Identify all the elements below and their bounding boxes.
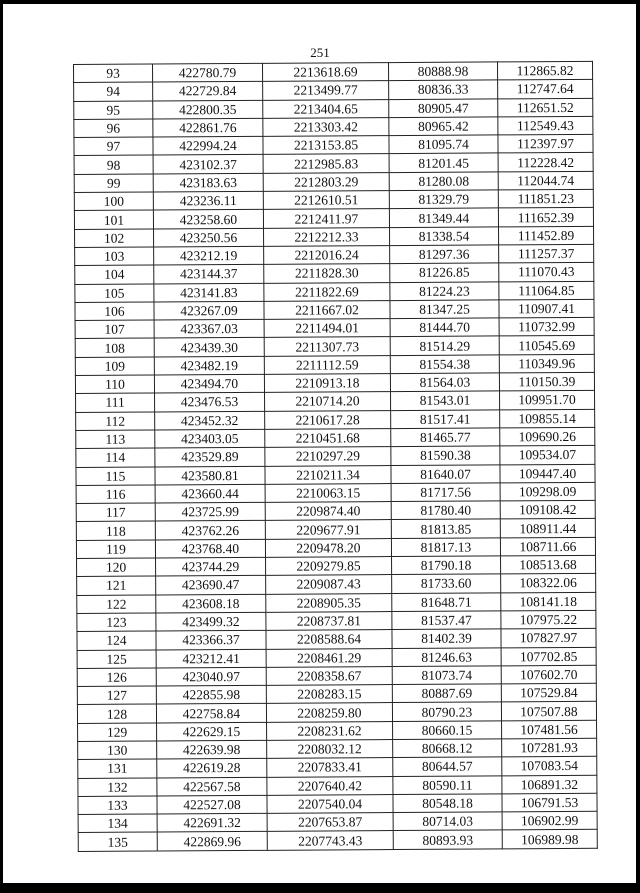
coord-1-cell: 423452.32 [155,411,265,430]
coord-1-cell: 423144.37 [154,265,264,284]
coord-3-cell: 80836.33 [389,80,498,99]
coord-2-cell: 2212985.83 [263,154,389,173]
coord-2-cell: 2210451.68 [265,429,391,448]
coord-1-cell: 423367.03 [154,319,264,338]
coord-3-cell: 81224.23 [390,281,499,300]
coord-3-cell: 81648.71 [392,593,501,612]
point-number-cell: 111 [76,393,155,412]
coord-2-cell: 2210297.29 [265,447,391,466]
coord-1-cell: 422729.84 [153,82,263,101]
coord-3-cell: 80965.42 [389,117,498,136]
coord-3-cell: 81733.60 [392,574,501,593]
coord-1-cell: 423529.89 [155,448,265,467]
coord-1-cell: 423482.19 [154,356,264,375]
coord-4-cell: 107083.54 [502,757,597,776]
coord-4-cell: 112747.64 [498,80,593,99]
point-number-cell: 93 [74,64,153,83]
point-number-cell: 113 [76,430,155,449]
coord-4-cell: 109855.14 [500,409,595,428]
point-number-cell: 96 [74,119,153,138]
coord-1-cell: 423744.29 [156,557,266,576]
coord-1-cell: 422567.58 [157,777,267,796]
coord-2-cell: 2210714.20 [265,392,391,411]
coord-4-cell: 112651.52 [498,98,593,117]
point-number-cell: 102 [75,229,154,248]
coord-1-cell: 423580.81 [155,466,265,485]
coord-4-cell: 107975.22 [501,610,596,629]
coord-3-cell: 81444.70 [390,318,499,337]
point-number-cell: 128 [77,704,156,723]
coordinate-table [73,61,598,852]
coord-4-cell: 107529.84 [501,683,596,702]
coord-4-cell: 107602.70 [501,665,596,684]
coord-3-cell: 81465.77 [391,428,500,447]
coord-3-cell: 81813.85 [391,519,500,538]
point-number-cell: 108 [75,338,154,357]
coord-2-cell: 2211112.59 [264,355,390,374]
coord-3-cell: 80548.18 [393,794,502,813]
coord-2-cell: 2207833.41 [267,758,393,777]
point-number-cell: 129 [78,723,157,742]
coord-3-cell: 81246.63 [392,647,501,666]
coord-4-cell: 110349.96 [499,354,594,373]
coord-2-cell: 2209478.20 [265,538,391,557]
point-number-cell: 105 [75,284,154,303]
coord-2-cell: 2213499.77 [263,81,389,100]
coord-2-cell: 2211822.69 [264,282,390,301]
coord-3-cell: 81517.41 [391,410,500,429]
coord-4-cell: 108322.06 [501,574,596,593]
coord-1-cell: 422619.28 [157,759,267,778]
coord-4-cell: 109298.09 [500,482,595,501]
point-number-cell: 107 [75,320,154,339]
point-number-cell: 114 [76,448,155,467]
coord-4-cell: 112228.42 [498,153,593,172]
point-number-cell: 101 [74,210,153,229]
coord-4-cell: 107281.93 [502,738,597,757]
coord-4-cell: 110907.41 [499,299,594,318]
coord-2-cell: 2210913.18 [264,374,390,393]
point-number-cell: 110 [75,375,154,394]
point-number-cell: 100 [74,192,153,211]
point-number-cell: 94 [74,82,153,101]
coord-2-cell: 2209677.91 [265,520,391,539]
coord-1-cell: 422994.24 [153,137,263,156]
coord-4-cell: 109690.26 [500,427,595,446]
coord-3-cell: 81790.18 [392,556,501,575]
point-number-cell: 123 [77,613,156,632]
coord-2-cell: 2212610.51 [263,191,389,210]
coord-3-cell: 81554.38 [390,355,499,374]
coord-4-cell: 112044.74 [498,171,593,190]
coord-3-cell: 81349.44 [389,208,498,227]
point-number-cell: 119 [76,540,155,559]
coord-1-cell: 422758.84 [156,704,266,723]
coord-2-cell: 2212016.24 [264,246,390,265]
coord-3-cell: 80790.23 [392,702,501,721]
coord-1-cell: 423250.56 [154,228,264,247]
point-number-cell: 130 [78,741,157,760]
coord-2-cell: 2210617.28 [265,410,391,429]
coord-3-cell: 81280.08 [389,172,498,191]
coord-3-cell: 81564.03 [390,373,499,392]
coord-1-cell: 423267.09 [154,301,264,320]
coord-1-cell: 423141.83 [154,283,264,302]
coord-4-cell: 112549.43 [498,116,593,135]
coord-3-cell: 81329.79 [389,190,498,209]
coord-4-cell: 108141.18 [501,592,596,611]
coord-4-cell: 106891.32 [502,775,597,794]
point-number-cell: 135 [78,832,157,851]
point-number-cell: 126 [77,668,156,687]
coord-1-cell: 423183.63 [153,173,263,192]
point-number-cell: 117 [76,503,155,522]
coord-3-cell: 81073.74 [392,666,501,685]
point-number-cell: 125 [77,650,156,669]
coord-3-cell: 80905.47 [389,98,498,117]
coord-2-cell: 2208461.29 [266,648,392,667]
point-number-cell: 131 [78,759,157,778]
coord-3-cell: 81297.36 [390,245,499,264]
coord-2-cell: 2207743.43 [267,831,393,850]
coord-2-cell: 2207640.42 [267,776,393,795]
coord-2-cell: 2208358.67 [266,666,392,685]
coord-4-cell: 106989.98 [502,830,597,849]
coord-3-cell: 81201.45 [389,153,498,172]
coord-1-cell: 422691.32 [157,814,267,833]
coord-2-cell: 2212212.33 [264,227,390,246]
coord-3-cell: 81514.29 [390,336,499,355]
point-number-cell: 134 [78,814,157,833]
coord-3-cell: 81780.40 [391,501,500,520]
coord-3-cell: 81537.47 [392,611,501,630]
coord-2-cell: 2211667.02 [264,300,390,319]
point-number-cell: 112 [76,412,155,431]
coord-3-cell: 80714.03 [393,812,502,831]
coord-1-cell: 423236.11 [153,191,263,210]
coordinate-table-body [74,61,598,851]
scan-border-left [0,0,3,893]
coord-3-cell: 81817.13 [391,538,500,557]
coord-3-cell: 80893.93 [393,830,502,849]
scan-border-right [636,0,640,893]
coord-1-cell: 423403.05 [155,429,265,448]
page-number: 251 [310,45,330,60]
coord-1-cell: 423608.18 [156,594,266,613]
coord-1-cell: 423040.97 [156,667,266,686]
coord-3-cell: 80644.57 [393,757,502,776]
coord-4-cell: 112397.97 [498,135,593,154]
coord-4-cell: 109951.70 [500,391,595,410]
coord-2-cell: 2208283.15 [266,685,392,704]
coord-3-cell: 81338.54 [390,227,499,246]
coord-3-cell: 80590.11 [393,775,502,794]
coord-3-cell: 81347.25 [390,300,499,319]
coord-2-cell: 2208259.80 [266,703,392,722]
coord-4-cell: 107481.56 [502,720,597,739]
coord-4-cell: 111851.23 [498,189,593,208]
coord-1-cell: 422629.15 [157,722,267,741]
coord-4-cell: 108911.44 [500,519,595,538]
coord-1-cell: 422780.79 [153,63,263,82]
coord-3-cell: 80888.98 [388,62,497,81]
coord-1-cell: 423212.19 [154,246,264,265]
coord-4-cell: 109447.40 [500,464,595,483]
coord-4-cell: 110545.69 [499,336,594,355]
coord-2-cell: 2211494.01 [264,319,390,338]
coord-1-cell: 423102.37 [153,155,263,174]
coord-1-cell: 423725.99 [155,502,265,521]
coord-2-cell: 2213404.65 [263,99,389,118]
coord-2-cell: 2210211.34 [265,465,391,484]
point-number-cell: 122 [77,595,156,614]
coord-3-cell: 80660.15 [393,721,502,740]
coord-2-cell: 2209087.43 [266,575,392,594]
coord-1-cell: 423494.70 [154,374,264,393]
coord-3-cell: 80887.69 [392,684,501,703]
coord-2-cell: 2208737.81 [266,611,392,630]
coord-4-cell: 108513.68 [501,555,596,574]
coord-4-cell: 112865.82 [497,61,592,80]
table-row [78,830,597,851]
coord-1-cell: 422800.35 [153,100,263,119]
point-number-cell: 120 [77,558,156,577]
coord-2-cell: 2209279.85 [266,557,392,576]
coord-3-cell: 81717.56 [391,483,500,502]
point-number-cell: 118 [76,521,155,540]
coord-2-cell: 2207653.87 [267,813,393,832]
coord-2-cell: 2212411.97 [263,209,389,228]
coord-1-cell: 422869.96 [157,832,267,851]
coord-2-cell: 2211307.73 [264,337,390,356]
coord-2-cell: 2207540.04 [267,794,393,813]
coord-1-cell: 423258.60 [153,210,263,229]
coord-2-cell: 2208231.62 [267,721,393,740]
coord-2-cell: 2210063.15 [265,483,391,502]
point-number-cell: 124 [77,631,156,650]
point-number-cell: 133 [78,796,157,815]
coord-3-cell: 81095.74 [389,135,498,154]
coord-4-cell: 107702.85 [501,647,596,666]
point-number-cell: 116 [76,485,155,504]
point-number-cell: 109 [75,357,154,376]
point-number-cell: 106 [75,302,154,321]
coord-1-cell: 422527.08 [157,795,267,814]
coord-2-cell: 2208588.64 [266,630,392,649]
coord-2-cell: 2213618.69 [262,63,388,82]
coord-4-cell: 111652.39 [498,208,593,227]
coord-4-cell: 106791.53 [502,793,597,812]
coord-4-cell: 109108.42 [500,500,595,519]
point-number-cell: 104 [75,265,154,284]
coord-1-cell: 423690.47 [156,576,266,595]
coord-4-cell: 111070.43 [499,263,594,282]
coord-3-cell: 81543.01 [391,391,500,410]
coord-4-cell: 110732.99 [499,317,594,336]
coord-4-cell: 107507.88 [501,702,596,721]
coord-4-cell: 111257.37 [499,244,594,263]
coord-1-cell: 422855.98 [156,685,266,704]
coord-4-cell: 111452.89 [499,226,594,245]
point-number-cell: 132 [78,778,157,797]
point-number-cell: 127 [77,686,156,705]
point-number-cell: 121 [77,576,156,595]
coord-1-cell: 423762.26 [155,521,265,540]
point-number-cell: 98 [74,155,153,174]
coord-3-cell: 81590.38 [391,446,500,465]
coord-2-cell: 2209874.40 [265,502,391,521]
coord-2-cell: 2211828.30 [264,264,390,283]
coord-2-cell: 2208032.12 [267,740,393,759]
coord-1-cell: 423366.37 [156,631,266,650]
coord-1-cell: 423476.53 [155,393,265,412]
coord-4-cell: 106902.99 [502,811,597,830]
coord-1-cell: 423660.44 [155,484,265,503]
coord-4-cell: 111064.85 [499,281,594,300]
coord-3-cell: 80668.12 [393,739,502,758]
coord-1-cell: 423768.40 [155,539,265,558]
coord-3-cell: 81226.85 [390,263,499,282]
coord-3-cell: 81640.07 [391,464,500,483]
point-number-cell: 115 [76,467,155,486]
coord-2-cell: 2208905.35 [266,593,392,612]
coord-4-cell: 110150.39 [499,372,594,391]
scan-border-bottom [0,883,640,893]
point-number-cell: 99 [74,174,153,193]
point-number-cell: 95 [74,101,153,120]
coord-2-cell: 2213153.85 [263,136,389,155]
coord-1-cell: 423499.32 [156,612,266,631]
scan-border-top [0,0,640,4]
coord-4-cell: 107827.97 [501,629,596,648]
coord-4-cell: 108711.66 [500,537,595,556]
coord-2-cell: 2213303.42 [263,117,389,136]
coord-1-cell: 423212.41 [156,649,266,668]
coord-4-cell: 109534.07 [500,446,595,465]
coord-1-cell: 422861.76 [153,118,263,137]
coord-2-cell: 2212803.29 [263,172,389,191]
coord-1-cell: 423439.30 [154,338,264,357]
point-number-cell: 97 [74,137,153,156]
point-number-cell: 103 [75,247,154,266]
coord-1-cell: 422639.98 [157,740,267,759]
coord-3-cell: 81402.39 [392,629,501,648]
